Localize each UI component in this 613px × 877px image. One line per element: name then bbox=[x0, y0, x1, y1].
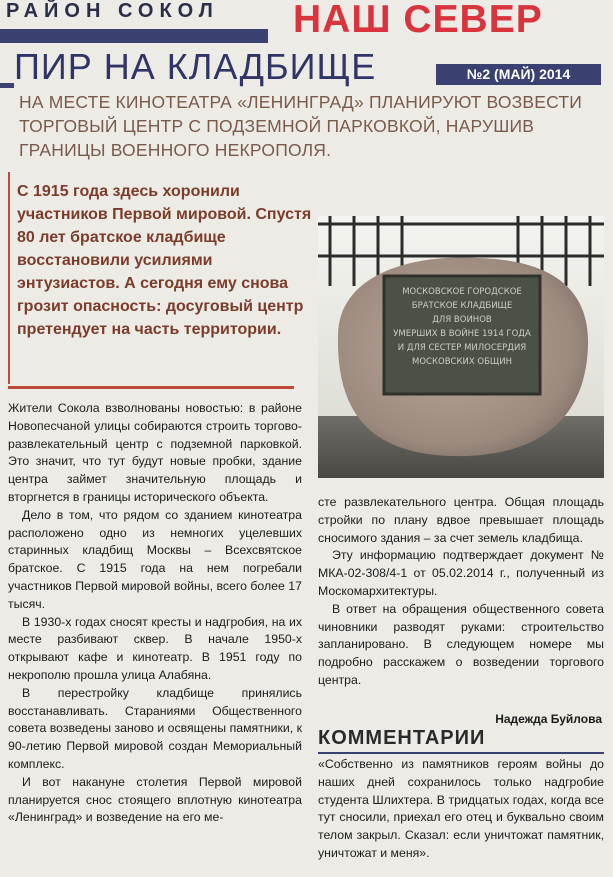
district-title: РАЙОН СОКОЛ bbox=[6, 0, 219, 22]
article-paragraph: сте развлекательного центра. Общая площадь стройки по плану вдвое превышает площадь сносимого здания – за счет земель кладбища. bbox=[318, 495, 604, 545]
comments-heading: КОММЕНТАРИИ bbox=[318, 727, 486, 749]
article-column-left bbox=[8, 400, 302, 827]
newspaper-title: НАШ СЕВЕР bbox=[293, 0, 543, 41]
article-author: Надежда Буйлова bbox=[495, 712, 602, 726]
article-paragraph: Дело в том, что рядом со зданием кинотеатра расположено одно из немногих уцелевших старинных кладбищ Москвы – Всехсвятское братское. С 1915 года на нем погребали участников Первой мировой войны, всего более 17 тысяч. bbox=[8, 507, 302, 611]
plaque-line: МОСКОВСКИХ ОБЩИН bbox=[412, 357, 512, 367]
plaque-line: ДЛЯ ВОИНОВ bbox=[432, 315, 492, 325]
article-column-right bbox=[318, 494, 604, 690]
lead-rule-vertical bbox=[8, 172, 10, 384]
plaque-line: УМЕРШИХ В ВОЙНЕ 1914 ГОДА bbox=[393, 329, 531, 339]
article-paragraph: В ответ на обращения общественного совета чиновники разводят руками: строительство запланировано. В следующем номере мы подробно расскажем о возведении торгового центра. bbox=[318, 601, 604, 687]
lead-rule-horizontal bbox=[8, 386, 294, 389]
article-subtitle: НА МЕСТЕ КИНОТЕАТРА «ЛЕНИНГРАД» ПЛАНИРУЮТ ВОЗВЕСТИ ТОРГОВЫЙ ЦЕНТР С ПОДЗЕМНОЙ ПАРКОВКОЙ, НАРУШИВ ГРАНИЦЫ ВОЕННОГО НЕКРОПОЛЯ. bbox=[19, 92, 583, 160]
article-paragraph: И вот накануне столетия Первой мировой планируется снос стоящего вплотную кинотеатра «Ленинград» и возведение на его ме- bbox=[8, 774, 302, 825]
plaque-line: БРАТСКОЕ КЛАДБИЩЕ bbox=[411, 301, 513, 311]
article-lead: С 1915 года здесь хоронили участников Первой мировой. Спустя 80 лет братское кладбище восстановили усилиями энтузиастов. А сегодня ему снова грозит опасность: досуговый центр претендует на часть территории. bbox=[17, 183, 312, 338]
memorial-stone-photo bbox=[318, 216, 604, 478]
photo-illustration bbox=[318, 216, 604, 478]
subtitle-marker bbox=[0, 83, 14, 88]
masthead-bar bbox=[0, 29, 268, 43]
article-paragraph: Эту информацию подтверждает документ № МКА-02-308/4-1 от 05.02.2014 г., полученный из Москомархитектуры. bbox=[318, 548, 604, 598]
comments-rule bbox=[318, 752, 604, 754]
article-headline: ПИР НА КЛАДБИЩЕ bbox=[14, 46, 377, 87]
plaque-line: И ДЛЯ СЕСТЕР МИЛОСЕРДИЯ bbox=[397, 343, 527, 353]
comment-quote bbox=[318, 756, 604, 863]
issue-label: №2 (МАЙ) 2014 bbox=[466, 66, 571, 82]
article-paragraph: Жители Сокола взволнованы новостью: в районе Новопесчаной улицы собираются строить торгово-развлекательный центр с подземной парковкой. Это значит, что тут будут новые пробки, здание центра займет значительную площадь и вторгнется в границы исторического объекта. bbox=[8, 401, 302, 504]
article-paragraph: В перестройку кладбище принялись восстанавливать. Стараниями Общественного совета возведены заново и освящены памятники, к 90-летию Первой мировой создан Мемориальный комплекс. bbox=[8, 685, 302, 771]
article-paragraph: В 1930-х годах сносят кресты и надгробия, на их месте разбивают сквер. В начале 1950-х открывают кафе и кинотеатр. В 1951 году по некрополю прошла улица Алабяна. bbox=[8, 614, 302, 682]
plaque-line: МОСКОВСКОЕ ГОРОДСКОЕ bbox=[402, 287, 522, 297]
comment-text: «Собственно из памятников героям войны до наших дней сохранилось только надгробие студента Шлихтера. В тридцатых годах, когда все тут сносили, приехал его отец и буквально своим телом закрыл. Сказал: если уничтожат памятник, уничтожат и меня». bbox=[318, 757, 604, 860]
